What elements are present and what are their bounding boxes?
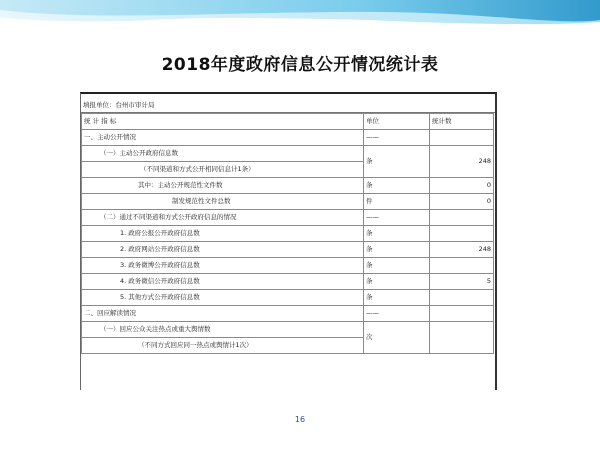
table-row: [82, 274, 494, 290]
row-count: [430, 290, 494, 306]
row-unit: ——: [364, 306, 430, 322]
row-label: 5. 其他方式公开政府信息数: [82, 290, 364, 306]
row-unit: 条: [364, 226, 430, 242]
row-count: [430, 258, 494, 274]
row-label: （一）主动公开政府信息数: [82, 146, 364, 162]
statistics-table: [81, 113, 494, 354]
table-row: [82, 242, 494, 258]
reporting-unit: 填报单位：台州市审计局: [81, 99, 495, 113]
row-count: 248: [430, 146, 494, 178]
wave-decoration: [0, 0, 600, 38]
row-count: 248: [430, 242, 494, 258]
table-row: [82, 130, 494, 146]
row-unit: 条: [364, 258, 430, 274]
row-unit: 条: [364, 178, 430, 194]
table-header-row: [82, 114, 494, 130]
row-count: 0: [430, 194, 494, 210]
row-label: （一）回应公众关注热点或重大舆情数: [82, 322, 364, 338]
row-label: 其中：主动公开规范性文件数: [82, 178, 364, 194]
row-unit: ——: [364, 130, 430, 146]
table-row: [82, 322, 494, 338]
table-row: [82, 178, 494, 194]
row-count: [430, 306, 494, 322]
header-indicator: 统 计 指 标: [82, 114, 364, 130]
row-label: （二）通过不同渠道和方式公开政府信息的情况: [82, 210, 364, 226]
row-unit: ——: [364, 210, 430, 226]
row-label: 二、回应解读情况: [82, 306, 364, 322]
table-row: [82, 290, 494, 306]
header-unit: 单位: [364, 114, 430, 130]
row-label: 制发规范性文件总数: [82, 194, 364, 210]
page-title: 2018年度政府信息公开情况统计表: [161, 55, 439, 75]
row-unit: 条: [364, 242, 430, 258]
row-unit: 件: [364, 194, 430, 210]
row-label: （不同渠道和方式公开相同信息计1条）: [82, 162, 364, 178]
header-count: 统计数: [430, 114, 494, 130]
row-count: [430, 210, 494, 226]
table-row: [82, 226, 494, 242]
row-unit: 条: [364, 274, 430, 290]
page-number: 16: [294, 415, 306, 424]
row-label: 1. 政府公报公开政府信息数: [82, 226, 364, 242]
table-row: [82, 194, 494, 210]
row-label: 3. 政务微博公开政府信息数: [82, 258, 364, 274]
table-row: [82, 210, 494, 226]
row-unit: 次: [364, 322, 430, 354]
table-row: [82, 146, 494, 162]
statistics-table-sheet: [80, 92, 497, 390]
row-count: [430, 130, 494, 146]
row-count: 0: [430, 178, 494, 194]
table-row: [82, 258, 494, 274]
row-label: （不同方式回应同一热点或舆情计1次）: [82, 338, 364, 354]
table-row: [82, 306, 494, 322]
row-unit: 条: [364, 146, 430, 178]
row-label: 一、主动公开情况: [82, 130, 364, 146]
row-label: 4. 政务微信公开政府信息数: [82, 274, 364, 290]
row-unit: 条: [364, 290, 430, 306]
row-count: [430, 322, 494, 354]
row-label: 2. 政府网站公开政府信息数: [82, 242, 364, 258]
header-banner: [0, 0, 600, 38]
row-count: 5: [430, 274, 494, 290]
row-count: [430, 226, 494, 242]
